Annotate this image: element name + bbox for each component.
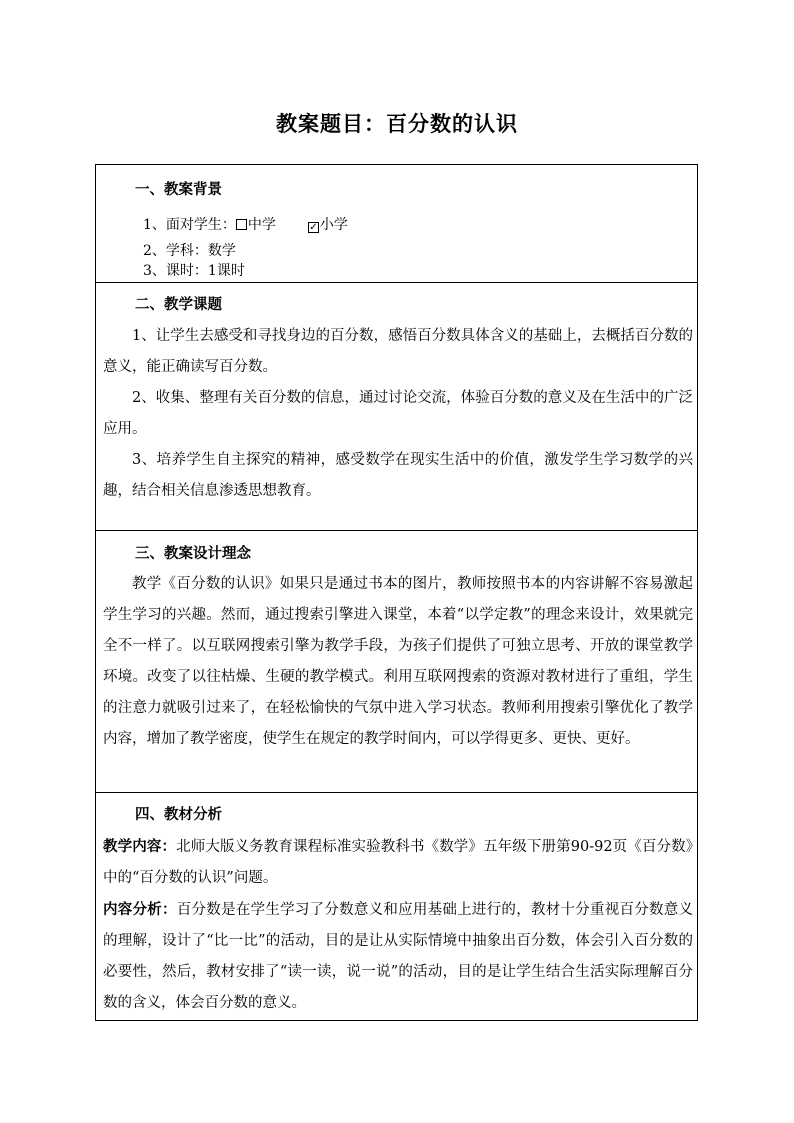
- section-background: [95, 164, 698, 283]
- analysis-paragraph: [103, 894, 693, 1019]
- topic-items: [103, 321, 693, 507]
- audience-label: 1、面对学生：: [143, 217, 236, 233]
- content-paragraph: [103, 831, 693, 894]
- content-text: 北师大版义务教育课程标准实验教科书《数学》五年级下册第90-92页《百分数》中的“百分数的认识”问题。: [103, 839, 693, 886]
- checkbox-primary-school[interactable]: ✓: [309, 222, 318, 233]
- section-heading: 三、教案设计理念: [135, 545, 251, 562]
- topic-item: 2、收集、整理有关百分数的信息，通过讨论交流，体验百分数的意义及在生活中的广泛应用。: [103, 390, 693, 437]
- analysis-label: 内容分析：: [103, 901, 177, 918]
- concept-text: 教学《百分数的认识》如果只是通过书本的图片，教师按照书本的内容讲解不容易激起学生学习的兴趣。然而，通过搜索引擎进入课堂，本着“以学定教”的理念来设计，效果就完全不一样了。以互联网搜索引擎为教学手段，为孩子们提供了可独立思考、开放的课堂教学环境。改变了以往枯燥、生硬的教学模式。利用互联网搜索的资源对教材进行了重组，学生的注意力就吸引过来了，在轻松愉快的气氛中进入学习状态。教师利用搜索引擎优化了教学内容，增加了教学密度，使学生在规定的教学时间内，可以学得更多、更快、更好。: [103, 576, 693, 747]
- content-label: 教学内容：: [103, 838, 177, 855]
- hours-line: 3、课时：1课时: [143, 263, 245, 279]
- section-heading: 一、教案背景: [135, 181, 222, 198]
- section-material-analysis: [95, 793, 698, 1021]
- topic-item: 3、培养学生自主探究的精神，感受数学在现实生活中的价值，激发学生学习数学的兴趣，结合相关信息渗透思想教育。: [103, 452, 693, 499]
- section-design-concept: [95, 531, 698, 793]
- option-middle-label: 中学: [247, 217, 276, 233]
- option-primary-label: 小学: [319, 217, 348, 233]
- section-topic: [95, 283, 698, 531]
- checkbox-middle-school[interactable]: [236, 219, 247, 230]
- topic-item: 1、让学生去感受和寻找身边的百分数，感悟百分数具体含义的基础上，去概括百分数的意义，能正确读写百分数。: [103, 328, 693, 375]
- document-title: 教案题目：百分数的认识: [276, 111, 518, 136]
- section-heading: 四、教材分析: [135, 806, 222, 823]
- audience-line: [143, 214, 348, 234]
- analysis-text: 百分数是在学生学习了分数意义和应用基础上进行的，教材十分重视百分数意义的理解，设计了“比一比”的活动，目的是让从实际情境中抽象出百分数，体会引入百分数的必要性，然后，教材安排了“读一读，说一说”的活动，目的是让学生结合生活实际理解百分数的含义，体会百分数的意义。: [103, 902, 694, 1011]
- concept-paragraph: [103, 569, 693, 755]
- subject-line: 2、学科：数学: [143, 243, 236, 259]
- material-paragraphs: [103, 831, 693, 1019]
- section-heading: 二、教学课题: [135, 296, 222, 313]
